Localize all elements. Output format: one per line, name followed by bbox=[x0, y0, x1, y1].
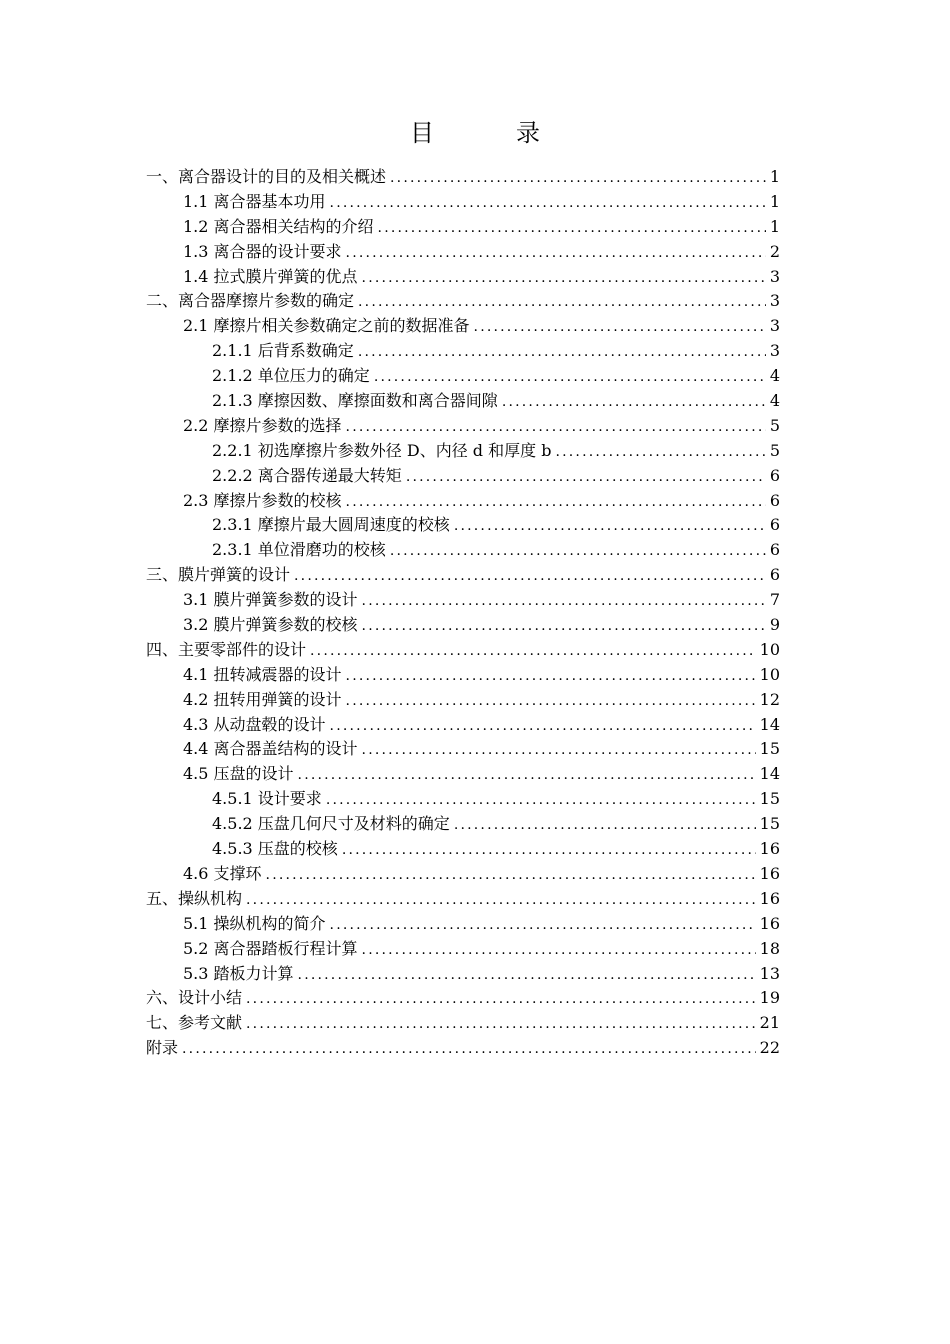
toc-entry-title: 2.1.3 摩擦因数、摩擦面数和离合器间隙 bbox=[212, 391, 498, 411]
toc-entry-page: 4 bbox=[769, 366, 780, 386]
toc-entry[interactable] bbox=[146, 837, 780, 862]
toc-entry-title: 七、参考文献 bbox=[146, 1013, 243, 1033]
toc-entry-page: 14 bbox=[759, 714, 780, 734]
toc-entry-page: 3 bbox=[769, 341, 780, 361]
toc-entry[interactable] bbox=[146, 912, 780, 937]
toc-leader-dots bbox=[346, 415, 766, 439]
toc-entry-page: 18 bbox=[759, 938, 780, 958]
toc-entry[interactable] bbox=[146, 812, 780, 837]
toc-entry[interactable] bbox=[146, 638, 780, 663]
toc-entry[interactable] bbox=[146, 1036, 780, 1061]
toc-entry-page: 13 bbox=[759, 963, 780, 983]
toc-entry-page: 6 bbox=[769, 490, 780, 510]
toc-leader-dots bbox=[454, 514, 766, 538]
toc-entry-title: 4.5.2 压盘几何尺寸及材料的确定 bbox=[212, 814, 450, 834]
toc-leader-dots bbox=[298, 763, 756, 787]
toc-entry-page: 6 bbox=[769, 540, 780, 560]
toc-entry-title: 三、膜片弹簧的设计 bbox=[146, 565, 291, 585]
toc-entry-title: 1.3 离合器的设计要求 bbox=[183, 241, 342, 261]
toc-entry[interactable] bbox=[146, 489, 780, 514]
toc-leader-dots bbox=[346, 490, 766, 514]
toc-entry-page: 4 bbox=[769, 391, 780, 411]
toc-entry-title: 2.2 摩擦片参数的选择 bbox=[183, 415, 342, 435]
toc-entry-title: 附录 bbox=[146, 1038, 179, 1058]
toc-entry[interactable] bbox=[146, 1011, 780, 1036]
toc-entry-page: 5 bbox=[769, 440, 780, 460]
toc-entry[interactable] bbox=[146, 538, 780, 563]
toc-entry-title: 4.5 压盘的设计 bbox=[183, 764, 294, 784]
toc-leader-dots bbox=[330, 714, 756, 738]
toc-entry[interactable] bbox=[146, 563, 780, 588]
toc-entry[interactable] bbox=[146, 887, 780, 912]
toc-entry-title: 3.1 膜片弹簧参数的设计 bbox=[183, 590, 358, 610]
toc-leader-dots bbox=[346, 664, 756, 688]
toc-entry[interactable] bbox=[146, 414, 780, 439]
toc-entry-title: 2.3.1 单位滑磨功的校核 bbox=[212, 540, 386, 560]
toc-leader-dots bbox=[294, 564, 766, 588]
toc-leader-dots bbox=[378, 216, 766, 240]
toc-leader-dots bbox=[358, 340, 766, 364]
toc-entry-title: 1.2 离合器相关结构的介绍 bbox=[183, 216, 374, 236]
toc-entry[interactable] bbox=[146, 513, 780, 538]
toc-leader-dots bbox=[474, 315, 766, 339]
toc-entry-page: 1 bbox=[769, 191, 780, 211]
toc-leader-dots bbox=[362, 938, 756, 962]
toc-leader-dots bbox=[246, 1012, 756, 1036]
toc-entry-page: 1 bbox=[769, 167, 780, 186]
toc-entry-page: 14 bbox=[759, 764, 780, 784]
toc-entry-title: 4.3 从动盘毂的设计 bbox=[183, 714, 326, 734]
toc-entry-page: 16 bbox=[759, 839, 780, 859]
toc-leader-dots bbox=[362, 266, 766, 290]
toc-leader-dots bbox=[326, 788, 756, 812]
toc-entry[interactable] bbox=[146, 464, 780, 489]
toc-entry-title: 四、主要零部件的设计 bbox=[146, 639, 307, 659]
toc-entry[interactable] bbox=[146, 165, 780, 190]
toc-entry-title: 2.2.1 初选摩擦片参数外径 D、内径 d 和厚度 b bbox=[212, 440, 552, 460]
table-of-contents bbox=[146, 165, 780, 1061]
toc-title bbox=[0, 116, 950, 150]
toc-entry-page: 16 bbox=[759, 888, 780, 908]
toc-entry-title: 4.6 支撑环 bbox=[183, 863, 262, 883]
toc-entry-title: 4.5.3 压盘的校核 bbox=[212, 839, 338, 859]
toc-leader-dots bbox=[330, 191, 766, 215]
toc-entry-title: 2.3.1 摩擦片最大圆周速度的校核 bbox=[212, 515, 450, 535]
toc-entry-page: 12 bbox=[759, 689, 780, 709]
toc-entry-page: 21 bbox=[759, 1013, 780, 1033]
toc-leader-dots bbox=[266, 863, 756, 887]
toc-entry[interactable] bbox=[146, 389, 780, 414]
toc-entry-page: 3 bbox=[769, 291, 780, 311]
toc-entry-title: 一、离合器设计的目的及相关概述 bbox=[146, 167, 387, 186]
toc-leader-dots bbox=[346, 689, 756, 713]
toc-leader-dots bbox=[374, 365, 766, 389]
toc-entry-page: 5 bbox=[769, 415, 780, 435]
toc-entry[interactable] bbox=[146, 962, 780, 987]
toc-leader-dots bbox=[358, 290, 766, 314]
toc-entry-page: 22 bbox=[759, 1038, 780, 1058]
toc-entry[interactable] bbox=[146, 588, 780, 613]
toc-entry-title: 2.1 摩擦片相关参数确定之前的数据准备 bbox=[183, 316, 470, 336]
toc-entry-page: 15 bbox=[759, 739, 780, 759]
toc-entry-title: 4.4 离合器盖结构的设计 bbox=[183, 739, 358, 759]
toc-entry-title: 4.2 扭转用弹簧的设计 bbox=[183, 689, 342, 709]
toc-entry-page: 19 bbox=[759, 988, 780, 1008]
toc-entry-page: 3 bbox=[769, 316, 780, 336]
toc-leader-dots bbox=[182, 1037, 756, 1061]
toc-entry-page: 9 bbox=[769, 615, 780, 635]
toc-entry[interactable] bbox=[146, 265, 780, 290]
toc-entry[interactable] bbox=[146, 937, 780, 962]
toc-leader-dots bbox=[362, 589, 766, 613]
toc-leader-dots bbox=[346, 241, 766, 265]
toc-entry-page: 2 bbox=[769, 241, 780, 261]
toc-entry-page: 7 bbox=[769, 590, 780, 610]
toc-entry-title: 2.3 摩擦片参数的校核 bbox=[183, 490, 342, 510]
toc-entry-title: 5.3 踏板力计算 bbox=[183, 963, 294, 983]
toc-entry[interactable] bbox=[146, 215, 780, 240]
toc-leader-dots bbox=[502, 390, 766, 414]
toc-leader-dots bbox=[362, 614, 766, 638]
toc-entry-title: 2.1.2 单位压力的确定 bbox=[212, 366, 370, 386]
toc-entry[interactable] bbox=[146, 713, 780, 738]
toc-entry[interactable] bbox=[146, 364, 780, 389]
toc-entry-title: 六、设计小结 bbox=[146, 988, 243, 1008]
toc-leader-dots bbox=[310, 639, 756, 663]
toc-entry-title: 4.5.1 设计要求 bbox=[212, 789, 322, 809]
toc-leader-dots bbox=[342, 838, 756, 862]
toc-entry[interactable] bbox=[146, 787, 780, 812]
toc-entry[interactable] bbox=[146, 339, 780, 364]
toc-entry-title: 2.1.1 后背系数确定 bbox=[212, 341, 354, 361]
toc-entry-page: 10 bbox=[759, 664, 780, 684]
toc-leader-dots bbox=[330, 913, 756, 937]
toc-entry-page: 1 bbox=[769, 216, 780, 236]
toc-entry-page: 16 bbox=[759, 913, 780, 933]
toc-entry-title: 1.4 拉式膜片弹簧的优点 bbox=[183, 266, 358, 286]
toc-entry[interactable] bbox=[146, 439, 780, 464]
toc-entry-page: 6 bbox=[769, 515, 780, 535]
toc-title-left: 目 bbox=[410, 119, 434, 147]
toc-leader-dots bbox=[298, 963, 756, 987]
toc-entry-page: 3 bbox=[769, 266, 780, 286]
toc-entry-title: 五、操纵机构 bbox=[146, 888, 243, 908]
toc-entry[interactable] bbox=[146, 663, 780, 688]
toc-entry-title: 2.2.2 离合器传递最大转矩 bbox=[212, 465, 402, 485]
toc-leader-dots bbox=[362, 738, 756, 762]
toc-entry-title: 5.2 离合器踏板行程计算 bbox=[183, 938, 358, 958]
toc-entry-title: 二、离合器摩擦片参数的确定 bbox=[146, 291, 355, 311]
toc-leader-dots bbox=[406, 465, 766, 489]
toc-title-right: 录 bbox=[516, 119, 540, 147]
toc-entry-title: 1.1 离合器基本功用 bbox=[183, 191, 326, 211]
toc-entry-page: 10 bbox=[759, 639, 780, 659]
toc-leader-dots bbox=[246, 888, 756, 912]
toc-leader-dots bbox=[246, 987, 756, 1011]
toc-entry-page: 6 bbox=[769, 565, 780, 585]
toc-entry-page: 6 bbox=[769, 465, 780, 485]
toc-entry[interactable] bbox=[146, 289, 780, 314]
toc-entry[interactable] bbox=[146, 986, 780, 1011]
toc-entry-page: 16 bbox=[759, 863, 780, 883]
toc-entry[interactable] bbox=[146, 688, 780, 713]
toc-entry[interactable] bbox=[146, 240, 780, 265]
toc-entry[interactable] bbox=[146, 314, 780, 339]
toc-leader-dots bbox=[390, 539, 766, 563]
toc-entry[interactable] bbox=[146, 762, 780, 787]
toc-leader-dots bbox=[454, 813, 756, 837]
toc-entry-page: 15 bbox=[759, 789, 780, 809]
toc-entry[interactable] bbox=[146, 190, 780, 215]
toc-leader-dots bbox=[555, 440, 765, 464]
toc-leader-dots bbox=[390, 166, 766, 190]
toc-entry[interactable] bbox=[146, 613, 780, 638]
toc-entry[interactable] bbox=[146, 862, 780, 887]
toc-entry-title: 5.1 操纵机构的简介 bbox=[183, 913, 326, 933]
toc-entry[interactable] bbox=[146, 737, 780, 762]
toc-entry-page: 15 bbox=[759, 814, 780, 834]
toc-entry-title: 4.1 扭转减震器的设计 bbox=[183, 664, 342, 684]
toc-entry-title: 3.2 膜片弹簧参数的校核 bbox=[183, 615, 358, 635]
